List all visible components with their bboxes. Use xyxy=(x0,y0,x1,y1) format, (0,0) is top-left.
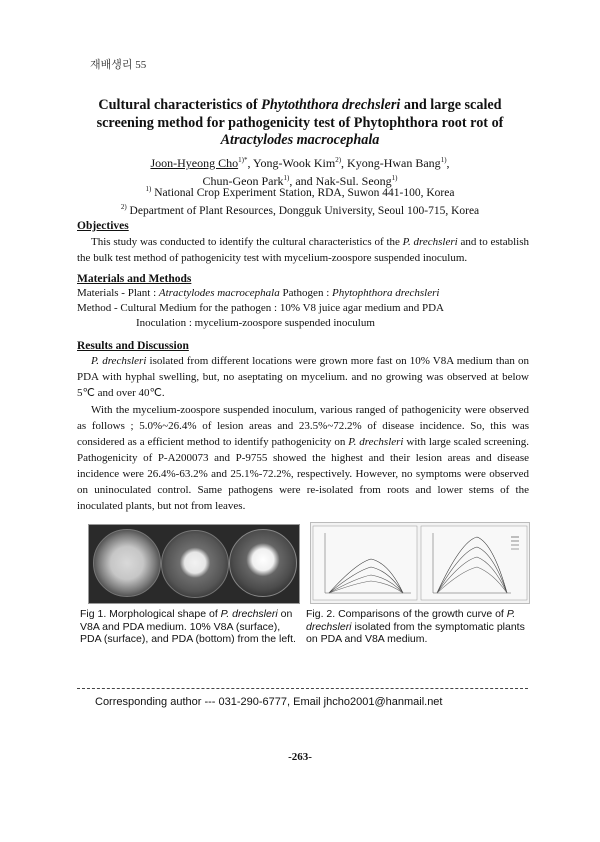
figure-2-caption-italic: P. drechsleri xyxy=(306,608,516,633)
results-p1-text: isolated from different locations were grown more fast on 10% V8A medium than on PDA with hyphal swelling, but, no aseptating on mycelium. and no growing was observed at below 5℃ and over 40℃. xyxy=(77,355,529,399)
results-p2-post: with large scaled screening. Pathogenicity of P-A200073 and P-9755 showed the highest and their lesion areas and disease incidence were 26.4%-63.2% and 25.1%-72.2%, respectively. However, no symptoms were observed on uninoculated control. Same pathogens were re-isolated from roots and lower stems of the inoculated plants, but not from leaves. xyxy=(77,436,529,512)
materials-pathogen-label: Pathogen : xyxy=(279,287,332,299)
petri-dish-pda-bottom xyxy=(229,529,297,597)
author-1: Joon-Hyeong Cho xyxy=(150,156,239,170)
growth-panel-pda xyxy=(313,526,417,600)
results-p2-pre: With the mycelium-zoospore suspended inoculum, various ranged of pathogenicity were observed as follows ; 5.0%~26.4% of lesion areas and 23.5%~72.2% of disease incidence. So, this was considered as a efficient method to identify pathogenicity on xyxy=(77,404,529,448)
materials-plant-label: Materials - Plant : xyxy=(77,287,159,299)
affiliation-2-text: Department of Plant Resources, Dongguk University, Seoul 100-715, Korea xyxy=(126,204,480,217)
materials-pathogen-name: Phytophthora drechsleri xyxy=(332,287,440,299)
results-paragraph-1 xyxy=(77,353,529,401)
title-line1-pre: Cultural characteristics of xyxy=(98,97,262,113)
title-line1-post: and large scaled xyxy=(400,97,502,113)
figure-1-caption-post: on V8A and PDA medium. 10% V8A (surface), PDA (surface), and PDA (bottom) from the left. xyxy=(80,608,296,645)
objectives-text-pre: This study was conducted to identify the cultural characteristics of the xyxy=(91,236,403,248)
figure-2-caption-post: isolated from the symptomatic plants on PDA and V8A medium. xyxy=(306,620,525,645)
objectives-text-italic: P. drechsleri xyxy=(402,236,458,248)
affiliation-2-sup: 2) xyxy=(120,202,127,211)
objectives-heading: Objectives xyxy=(77,220,129,232)
paper-title xyxy=(60,97,540,150)
title-line2: screening method for pathogenicity test of Phytophthora root rot of xyxy=(96,114,504,131)
affiliation-2 xyxy=(60,200,540,218)
materials-plant-name: Atractylodes macrocephala xyxy=(158,287,280,299)
results-p2-italic: P. drechsleri xyxy=(348,436,404,448)
figure-1-caption xyxy=(80,608,302,646)
results-heading: Results and Discussion xyxy=(77,340,189,352)
author-3-sup: 1) xyxy=(440,156,447,164)
objectives-text-post: and to establish the bulk test method of pathogenicity test with mycelium-zoospore suspended inoculum. xyxy=(77,236,529,264)
objectives-text xyxy=(77,234,529,266)
growth-panel-v8a xyxy=(421,526,527,600)
figure-2-caption-pre: Fig. 2. Comparisons of the growth curve of xyxy=(306,608,507,620)
affiliation-1-text: National Crop Experiment Station, RDA, Suwon 441-100, Korea xyxy=(151,186,455,199)
materials-heading: Materials and Methods xyxy=(77,273,192,285)
author-2-sup: 2) xyxy=(335,156,342,164)
author-5: , and Nak-Sul. Seong xyxy=(289,174,392,188)
author-4: Chun-Geon Park xyxy=(202,174,284,188)
author-2: , Yong-Wook Kim xyxy=(247,156,336,170)
petri-dish-pda-surface xyxy=(161,530,229,598)
figure-2-caption xyxy=(306,608,532,646)
author-list: Joon-Hyeong Cho$^{1)*}$, Yong-Wook Kim$^{2)}$, Kyong-Hwan Bang$^{1)}$, Chun-Geon Park$^{1)}$, and Nak-Sul. Seong$^{1)}$ xyxy=(150,156,450,188)
title-line3: Atractylodes macrocephala xyxy=(220,132,380,148)
affiliation-1 xyxy=(60,182,540,200)
affiliations xyxy=(60,182,540,218)
materials-line-2: Method - Cultural Medium for the pathogen : 10% V8 juice agar medium and PDA xyxy=(77,302,445,314)
figure-1-caption-italic: P. drechsleri xyxy=(220,608,278,620)
results-paragraph-2 xyxy=(77,402,529,514)
author-5-sup: 1) xyxy=(391,174,398,182)
materials-line-1 xyxy=(77,287,439,299)
page-number: -263- xyxy=(288,751,312,763)
figure-1-caption-pre: Fig 1. Morphological shape of xyxy=(80,608,221,620)
corresponding-author: Corresponding author --- 031-290-6777, Email jhcho2001@hanmail.net xyxy=(95,696,443,708)
footnote-divider xyxy=(77,688,528,689)
author-1-sup: 1)* xyxy=(238,156,248,164)
affiliation-1-sup: 1) xyxy=(145,185,152,193)
materials-line-3: Inoculation : mycelium-zoospore suspended inoculum xyxy=(136,317,375,329)
figure-2-growth-curves xyxy=(310,522,530,604)
session-tag: 재배생리 55 xyxy=(90,59,147,71)
figure-1-photo xyxy=(88,524,300,604)
petri-dish-v8a-surface xyxy=(93,529,161,597)
author-3: , Kyong-Hwan Bang xyxy=(341,156,441,170)
title-line1-italic: Phytoththora drechsleri xyxy=(261,97,401,113)
growth-curve-svg xyxy=(311,523,529,603)
results-p1-italic: P. drechsleri xyxy=(91,355,147,367)
author-4-sup: 1) xyxy=(283,174,290,182)
